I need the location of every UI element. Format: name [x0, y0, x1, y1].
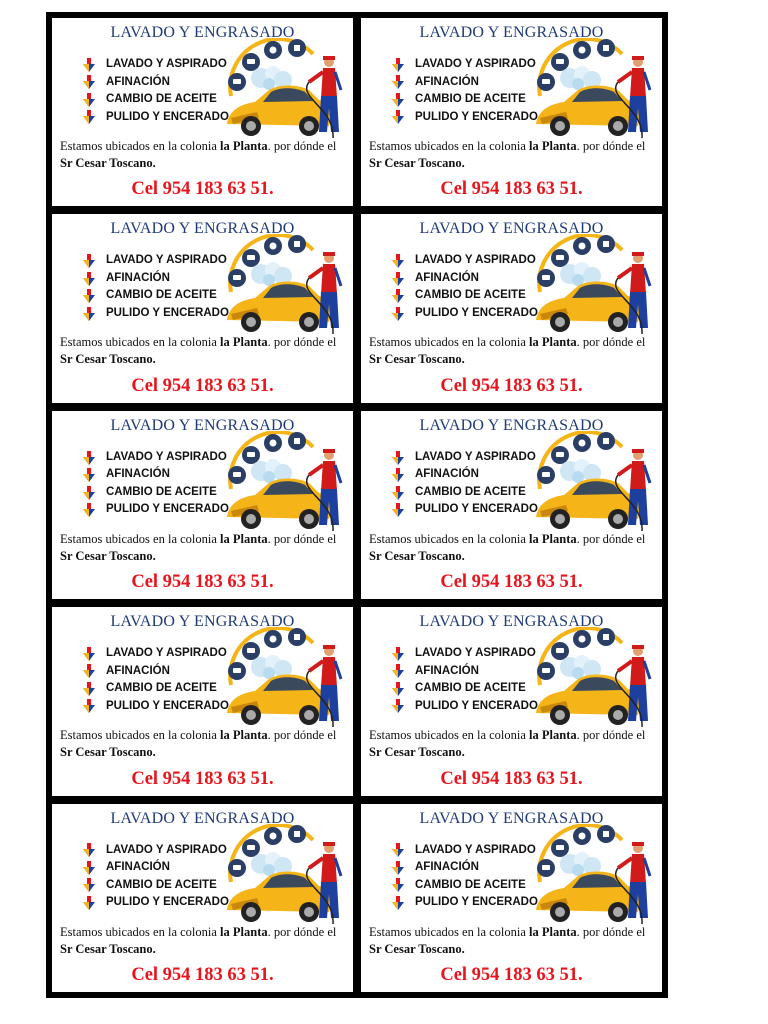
car-wash-illustration-icon: [217, 234, 345, 338]
service-item: [391, 680, 538, 698]
flyer-card: [50, 802, 355, 994]
service-label: CAMBIO DE ACEITE: [415, 682, 526, 695]
phone-number: Cel 954 183 63 51.: [131, 768, 274, 789]
car-wash-illustration-icon: [526, 824, 654, 928]
down-arrow-bullet-icon: [391, 682, 405, 696]
service-item: [391, 663, 538, 681]
reference-name: Sr Cesar Toscano.: [369, 548, 465, 563]
address-text-1: Estamos ubicados en la colonia: [369, 335, 530, 350]
down-arrow-bullet-icon: [82, 110, 96, 124]
service-label: PULIDO Y ENCERADO: [415, 110, 538, 123]
down-arrow-bullet-icon: [391, 503, 405, 517]
address-text-2: . por dónde el: [576, 531, 646, 546]
address-text-2: . por dónde el: [267, 728, 337, 743]
down-arrow-bullet-icon: [82, 682, 96, 696]
flyer-card: [50, 212, 355, 404]
service-item: [391, 466, 538, 484]
service-item: [82, 305, 229, 323]
service-item: [391, 894, 538, 912]
down-arrow-bullet-icon: [82, 503, 96, 517]
service-label: PULIDO Y ENCERADO: [106, 110, 229, 123]
neighborhood-name: la Planta: [220, 139, 268, 153]
address-text-1: Estamos ubicados en la colonia: [60, 924, 221, 939]
phone-number: Cel 954 183 63 51.: [440, 375, 583, 396]
address-text-2: . por dónde el: [267, 139, 337, 153]
card-title: LAVADO Y ENGRASADO: [419, 809, 604, 827]
service-item: [391, 859, 538, 877]
service-label: CAMBIO DE ACEITE: [415, 878, 526, 891]
service-label: PULIDO Y ENCERADO: [415, 699, 538, 712]
flyer-card: [50, 16, 355, 208]
service-item: [391, 305, 538, 323]
address-text-2: . por dónde el: [576, 335, 646, 350]
car-wash-illustration-icon: [217, 431, 345, 535]
address-text-1: Estamos ubicados en la colonia: [60, 728, 221, 743]
reference-name: Sr Cesar Toscano.: [60, 352, 156, 367]
card-title: LAVADO Y ENGRASADO: [110, 809, 295, 827]
phone-number: Cel 954 183 63 51.: [440, 768, 583, 789]
down-arrow-bullet-icon: [391, 896, 405, 910]
service-item: [391, 501, 538, 519]
down-arrow-bullet-icon: [391, 75, 405, 89]
address-text-1: Estamos ubicados en la colonia: [369, 728, 530, 743]
flyer-card: [359, 212, 664, 404]
service-label: CAMBIO DE ACEITE: [106, 93, 217, 105]
location-text: [60, 334, 340, 368]
down-arrow-bullet-icon: [391, 110, 405, 124]
address-text-1: Estamos ubicados en la colonia: [369, 924, 530, 939]
service-label: CAMBIO DE ACEITE: [106, 878, 217, 891]
flyer-card: [359, 16, 664, 208]
down-arrow-bullet-icon: [391, 58, 405, 72]
car-wash-illustration-icon: [526, 234, 654, 338]
location-text: [369, 924, 649, 958]
service-item: [391, 56, 538, 74]
neighborhood-name: la Planta: [529, 728, 577, 743]
flyer-card: [359, 605, 664, 797]
location-text: [60, 531, 340, 565]
card-title: LAVADO Y ENGRASADO: [110, 416, 295, 434]
service-label: LAVADO Y ASPIRADO: [106, 843, 227, 856]
service-item: [82, 449, 229, 467]
service-item: [82, 894, 229, 912]
services-list: [391, 449, 538, 519]
service-label: LAVADO Y ASPIRADO: [415, 254, 536, 267]
service-label: PULIDO Y ENCERADO: [106, 699, 229, 712]
flyer-card: [50, 409, 355, 601]
service-label: CAMBIO DE ACEITE: [415, 93, 526, 105]
service-label: LAVADO Y ASPIRADO: [415, 58, 536, 70]
neighborhood-name: la Planta: [529, 335, 577, 350]
down-arrow-bullet-icon: [82, 451, 96, 465]
address-text-2: . por dónde el: [267, 335, 337, 350]
neighborhood-name: la Planta: [220, 335, 268, 350]
card-title: LAVADO Y ENGRASADO: [419, 613, 604, 631]
service-label: LAVADO Y ASPIRADO: [106, 450, 227, 463]
service-label: PULIDO Y ENCERADO: [415, 896, 538, 909]
service-item: [82, 252, 229, 270]
neighborhood-name: la Planta: [529, 531, 577, 546]
down-arrow-bullet-icon: [391, 664, 405, 678]
services-list: [82, 56, 229, 126]
neighborhood-name: la Planta: [529, 924, 577, 939]
phone-number: Cel 954 183 63 51.: [131, 572, 274, 593]
services-list: [82, 645, 229, 715]
service-label: PULIDO Y ENCERADO: [106, 896, 229, 909]
down-arrow-bullet-icon: [82, 307, 96, 321]
service-item: [391, 91, 538, 109]
service-label: AFINACIÓN: [106, 468, 170, 481]
down-arrow-bullet-icon: [82, 861, 96, 875]
address-text-1: Estamos ubicados en la colonia: [369, 139, 530, 153]
card-title: LAVADO Y ENGRASADO: [110, 613, 295, 631]
neighborhood-name: la Planta: [220, 531, 268, 546]
service-label: LAVADO Y ASPIRADO: [415, 450, 536, 463]
service-item: [82, 287, 229, 305]
service-item: [391, 74, 538, 92]
service-item: [82, 109, 229, 127]
service-label: LAVADO Y ASPIRADO: [106, 58, 227, 70]
service-item: [391, 449, 538, 467]
service-label: CAMBIO DE ACEITE: [106, 682, 217, 695]
service-item: [82, 698, 229, 716]
down-arrow-bullet-icon: [391, 699, 405, 713]
down-arrow-bullet-icon: [82, 843, 96, 857]
flyer-card: [359, 409, 664, 601]
service-item: [82, 859, 229, 877]
reference-name: Sr Cesar Toscano.: [60, 745, 156, 760]
phone-number: Cel 954 183 63 51.: [440, 964, 583, 985]
card-title: LAVADO Y ENGRASADO: [110, 24, 295, 41]
service-label: CAMBIO DE ACEITE: [415, 289, 526, 302]
down-arrow-bullet-icon: [82, 896, 96, 910]
phone-number: Cel 954 183 63 51.: [131, 179, 274, 200]
address-text-1: Estamos ubicados en la colonia: [369, 531, 530, 546]
service-label: AFINACIÓN: [415, 468, 479, 481]
location-text: [60, 924, 340, 958]
card-title: LAVADO Y ENGRASADO: [419, 220, 604, 238]
down-arrow-bullet-icon: [82, 93, 96, 107]
location-text: [369, 727, 649, 761]
car-wash-illustration-icon: [217, 824, 345, 928]
service-label: LAVADO Y ASPIRADO: [415, 647, 536, 660]
card-title: LAVADO Y ENGRASADO: [419, 416, 604, 434]
location-text: [369, 138, 649, 172]
down-arrow-bullet-icon: [82, 289, 96, 303]
address-text-2: . por dónde el: [267, 531, 337, 546]
service-item: [391, 484, 538, 502]
service-label: AFINACIÓN: [106, 664, 170, 677]
down-arrow-bullet-icon: [82, 272, 96, 286]
service-item: [391, 109, 538, 127]
location-text: [369, 531, 649, 565]
services-list: [391, 252, 538, 322]
down-arrow-bullet-icon: [82, 878, 96, 892]
down-arrow-bullet-icon: [391, 647, 405, 661]
service-label: CAMBIO DE ACEITE: [106, 485, 217, 498]
card-title: LAVADO Y ENGRASADO: [110, 220, 295, 238]
flyer-card: [50, 605, 355, 797]
car-wash-illustration-icon: [217, 627, 345, 731]
service-item: [391, 877, 538, 895]
service-item: [82, 645, 229, 663]
service-item: [82, 484, 229, 502]
address-text-2: . por dónde el: [576, 139, 646, 153]
down-arrow-bullet-icon: [391, 843, 405, 857]
down-arrow-bullet-icon: [391, 307, 405, 321]
services-list: [391, 842, 538, 912]
phone-number: Cel 954 183 63 51.: [440, 572, 583, 593]
service-label: AFINACIÓN: [415, 75, 479, 88]
service-label: AFINACIÓN: [415, 664, 479, 677]
service-label: AFINACIÓN: [106, 75, 170, 88]
down-arrow-bullet-icon: [391, 861, 405, 875]
service-item: [82, 501, 229, 519]
down-arrow-bullet-icon: [391, 272, 405, 286]
service-item: [391, 842, 538, 860]
reference-name: Sr Cesar Toscano.: [60, 941, 156, 956]
flyer-sheet: [46, 12, 668, 998]
service-label: PULIDO Y ENCERADO: [415, 306, 538, 319]
flyer-card: [359, 802, 664, 994]
service-item: [391, 270, 538, 288]
service-label: LAVADO Y ASPIRADO: [415, 843, 536, 856]
down-arrow-bullet-icon: [391, 486, 405, 500]
neighborhood-name: la Planta: [220, 924, 268, 939]
address-text-1: Estamos ubicados en la colonia: [60, 139, 221, 153]
down-arrow-bullet-icon: [82, 486, 96, 500]
down-arrow-bullet-icon: [82, 58, 96, 72]
services-list: [391, 645, 538, 715]
reference-name: Sr Cesar Toscano.: [369, 156, 465, 170]
neighborhood-name: la Planta: [529, 139, 577, 153]
reference-name: Sr Cesar Toscano.: [60, 156, 156, 170]
down-arrow-bullet-icon: [82, 664, 96, 678]
service-label: LAVADO Y ASPIRADO: [106, 647, 227, 660]
phone-number: Cel 954 183 63 51.: [131, 964, 274, 985]
service-label: PULIDO Y ENCERADO: [415, 503, 538, 516]
reference-name: Sr Cesar Toscano.: [369, 352, 465, 367]
down-arrow-bullet-icon: [82, 647, 96, 661]
service-item: [391, 698, 538, 716]
services-list: [82, 842, 229, 912]
service-label: CAMBIO DE ACEITE: [415, 485, 526, 498]
down-arrow-bullet-icon: [391, 468, 405, 482]
service-label: LAVADO Y ASPIRADO: [106, 254, 227, 267]
service-item: [82, 466, 229, 484]
address-text-2: . por dónde el: [576, 924, 646, 939]
down-arrow-bullet-icon: [82, 699, 96, 713]
car-wash-illustration-icon: [526, 38, 654, 142]
location-text: [60, 138, 340, 172]
service-label: CAMBIO DE ACEITE: [106, 289, 217, 302]
services-list: [391, 56, 538, 126]
phone-number: Cel 954 183 63 51.: [131, 375, 274, 396]
car-wash-illustration-icon: [217, 38, 345, 142]
card-title: LAVADO Y ENGRASADO: [419, 24, 604, 41]
service-label: PULIDO Y ENCERADO: [106, 503, 229, 516]
down-arrow-bullet-icon: [391, 93, 405, 107]
neighborhood-name: la Planta: [220, 728, 268, 743]
service-label: PULIDO Y ENCERADO: [106, 306, 229, 319]
reference-name: Sr Cesar Toscano.: [369, 745, 465, 760]
service-label: AFINACIÓN: [106, 271, 170, 284]
address-text-2: . por dónde el: [576, 728, 646, 743]
down-arrow-bullet-icon: [82, 254, 96, 268]
service-label: AFINACIÓN: [415, 861, 479, 874]
service-item: [82, 270, 229, 288]
service-item: [82, 91, 229, 109]
service-item: [82, 663, 229, 681]
down-arrow-bullet-icon: [391, 451, 405, 465]
down-arrow-bullet-icon: [82, 75, 96, 89]
service-item: [391, 287, 538, 305]
service-item: [82, 877, 229, 895]
car-wash-illustration-icon: [526, 627, 654, 731]
location-text: [369, 334, 649, 368]
down-arrow-bullet-icon: [391, 289, 405, 303]
reference-name: Sr Cesar Toscano.: [369, 941, 465, 956]
services-list: [82, 252, 229, 322]
reference-name: Sr Cesar Toscano.: [60, 548, 156, 563]
service-item: [82, 74, 229, 92]
service-item: [391, 252, 538, 270]
down-arrow-bullet-icon: [82, 468, 96, 482]
phone-number: Cel 954 183 63 51.: [440, 179, 583, 200]
service-label: AFINACIÓN: [415, 271, 479, 284]
service-item: [82, 56, 229, 74]
service-item: [391, 645, 538, 663]
service-label: AFINACIÓN: [106, 861, 170, 874]
address-text-1: Estamos ubicados en la colonia: [60, 335, 221, 350]
car-wash-illustration-icon: [526, 431, 654, 535]
down-arrow-bullet-icon: [391, 254, 405, 268]
address-text-1: Estamos ubicados en la colonia: [60, 531, 221, 546]
service-item: [82, 842, 229, 860]
address-text-2: . por dónde el: [267, 924, 337, 939]
service-item: [82, 680, 229, 698]
services-list: [82, 449, 229, 519]
down-arrow-bullet-icon: [391, 878, 405, 892]
location-text: [60, 727, 340, 761]
